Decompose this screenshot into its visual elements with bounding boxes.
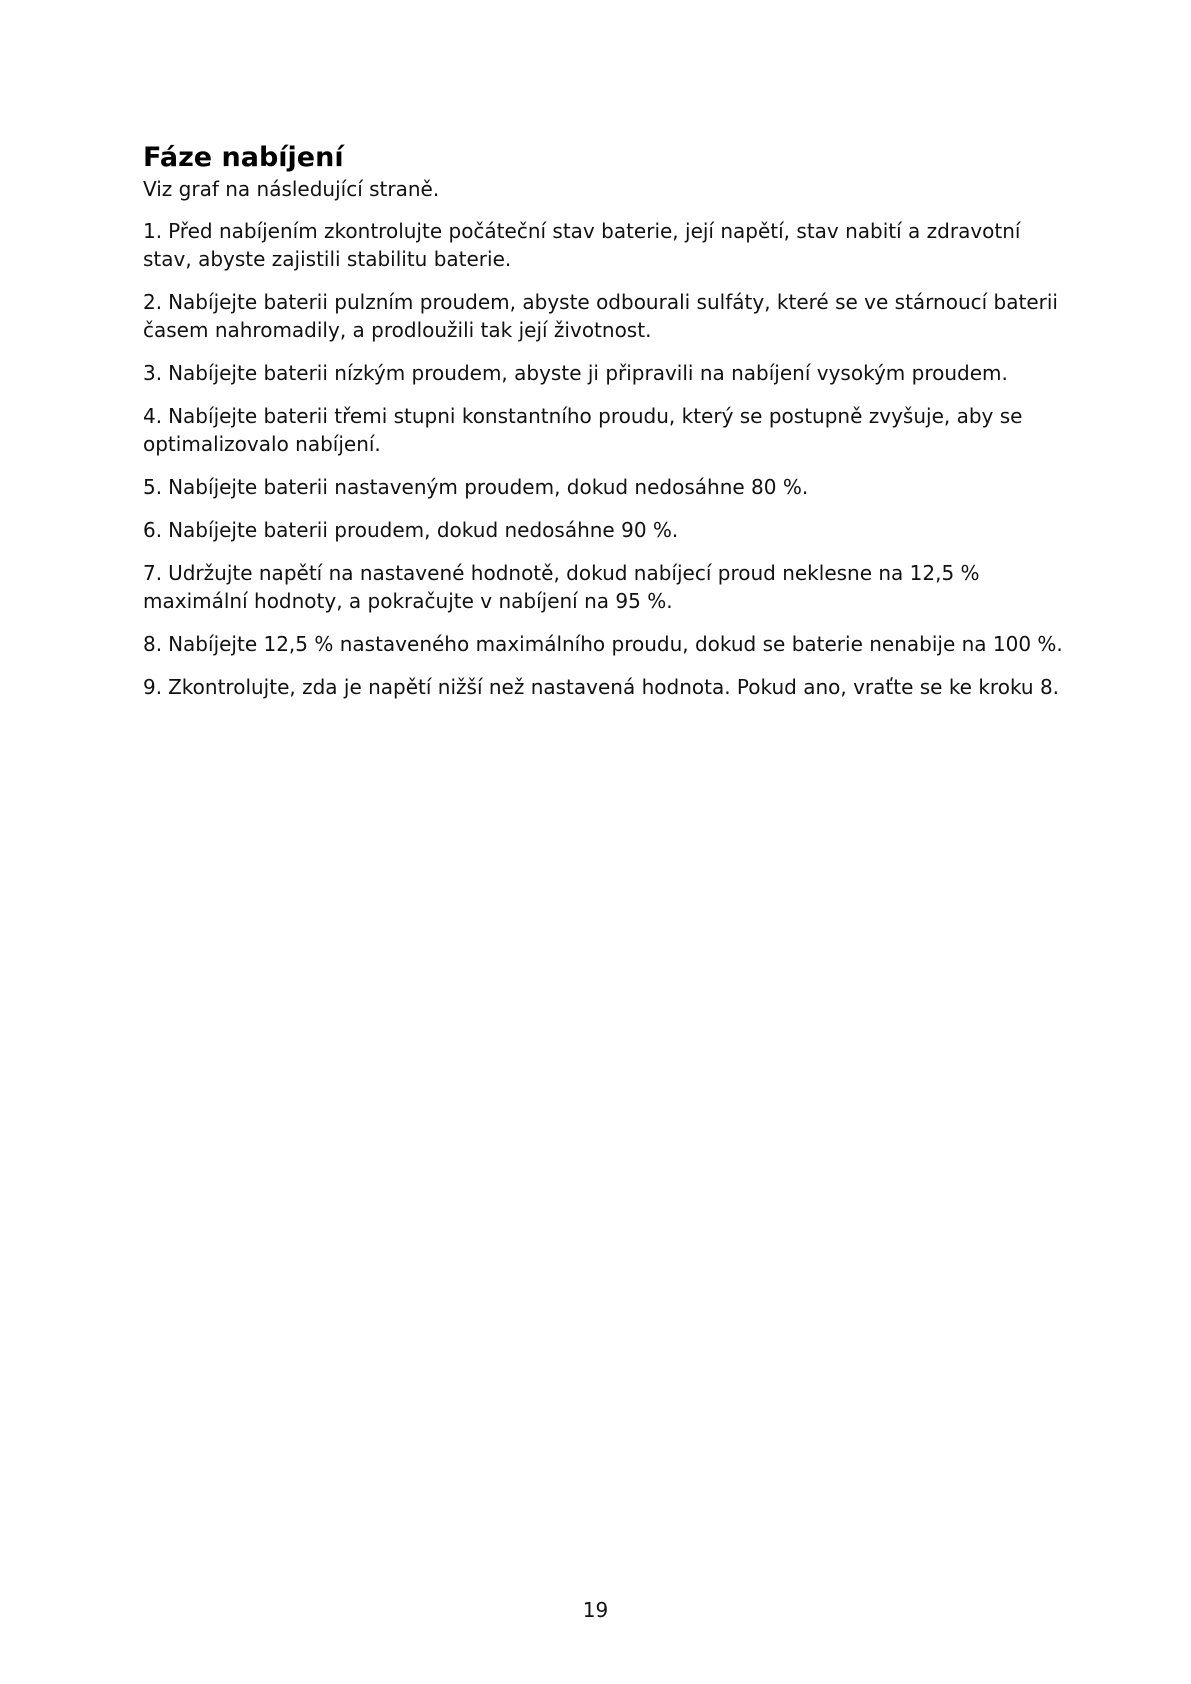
step-9 (143, 673, 1063, 701)
page-number: 19 (582, 1598, 609, 1622)
step-number: 5. (143, 475, 163, 499)
step-number: 4. (143, 404, 163, 428)
step-2 (143, 288, 1063, 344)
step-number: 3. (143, 361, 163, 385)
step-number: 7. (143, 561, 163, 585)
intro-text: Viz graf na následující straně. (143, 177, 440, 201)
step-text: Nabíjejte baterii nízkým proudem, abyste ji připravili na nabíjení vysokým proudem. (168, 361, 1008, 385)
step-5 (143, 473, 1063, 501)
step-text: Nabíjejte baterii proudem, dokud nedosáhne 90 %. (168, 518, 679, 542)
step-text: Nabíjejte baterii pulzním proudem, abyste odbourali sulfáty, které se ve stárnoucí baterii časem nahromadily, a prodloužili tak její životnost. (143, 290, 1058, 342)
step-3 (143, 359, 1063, 387)
step-6 (143, 516, 1063, 544)
step-1 (143, 217, 1063, 273)
step-number: 6. (143, 518, 163, 542)
page-content (143, 141, 1063, 716)
step-text: Nabíjejte 12,5 % nastaveného maximálního proudu, dokud se baterie nenabije na 100 %. (168, 632, 1063, 656)
step-number: 9. (143, 675, 163, 699)
step-number: 1. (143, 219, 163, 243)
step-text: Před nabíjením zkontrolujte počáteční stav baterie, její napětí, stav nabití a zdravotní stav, abyste zajistili stabilitu baterie. (143, 219, 1021, 271)
step-text: Nabíjejte baterii nastaveným proudem, dokud nedosáhne 80 %. (168, 475, 809, 499)
step-text: Zkontrolujte, zda je napětí nižší než nastavená hodnota. Pokud ano, vraťte se ke kroku 8. (168, 675, 1060, 699)
step-number: 2. (143, 290, 163, 314)
step-8 (143, 630, 1063, 658)
step-text: Nabíjejte baterii třemi stupni konstantního proudu, který se postupně zvyšuje, aby se optimalizovalo nabíjení. (143, 404, 1023, 456)
step-4 (143, 402, 1063, 458)
step-7 (143, 559, 1063, 615)
step-number: 8. (143, 632, 163, 656)
page-title: Fáze nabíjení (143, 142, 344, 173)
step-text: Udržujte napětí na nastavené hodnotě, dokud nabíjecí proud neklesne na 12,5 % maximální hodnoty, a pokračujte v nabíjení na 95 %. (143, 561, 980, 613)
